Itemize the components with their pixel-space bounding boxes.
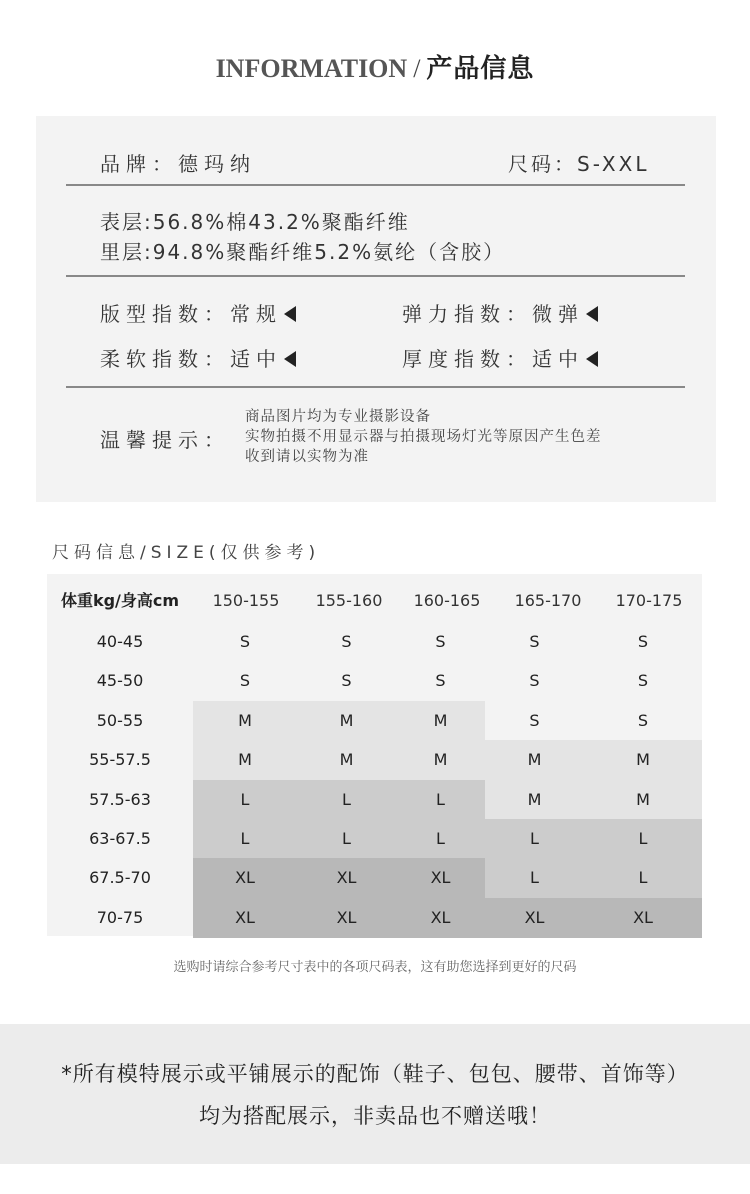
- weight-row-header: 57.5-63: [89, 789, 151, 809]
- size-cell: S: [485, 622, 584, 662]
- size-cell: M: [297, 740, 396, 780]
- title-cn: 产品信息: [426, 54, 535, 84]
- size-cell: L: [297, 819, 396, 859]
- size-cell: M: [297, 701, 396, 741]
- accessory-notice-panel: [0, 1024, 750, 1164]
- accessory-notice-line: *所有模特展示或平铺展示的配饰（鞋子、包包、腰带、首饰等）: [61, 1062, 689, 1086]
- size-cell: L: [396, 780, 485, 820]
- page-title: [0, 48, 750, 85]
- size-cell: XL: [584, 898, 702, 938]
- size-cell: S: [485, 661, 584, 701]
- size-cell: M: [584, 780, 702, 820]
- size-cell: M: [485, 780, 584, 820]
- pointer-left-icon: [284, 306, 296, 322]
- size-cell: XL: [297, 898, 396, 938]
- size-cell: S: [584, 622, 702, 662]
- pointer-left-icon: [586, 351, 598, 367]
- tip-line: 实物拍摄不用显示器与拍摄现场灯光等原因产生色差: [245, 429, 602, 445]
- size-cell: M: [396, 740, 485, 780]
- size-cell: XL: [193, 858, 297, 898]
- size-cell: L: [193, 819, 297, 859]
- size-cell: S: [396, 661, 485, 701]
- height-column-header: 155-160: [315, 591, 383, 610]
- elasticity-index: [402, 298, 598, 327]
- fit-index: [100, 298, 296, 327]
- size-cell: XL: [396, 898, 485, 938]
- size-cell: L: [584, 819, 702, 859]
- height-column-header: 170-175: [615, 591, 683, 610]
- size-cell: S: [584, 701, 702, 741]
- height-column-header: 165-170: [514, 591, 582, 610]
- weight-row-header: 50-55: [96, 710, 144, 730]
- title-en: INFORMATION: [215, 54, 408, 83]
- size-chart-table: [47, 574, 702, 936]
- size-cell: L: [584, 858, 702, 898]
- tip-label: 温馨提示：: [100, 428, 230, 452]
- softness-index: [100, 343, 296, 372]
- title-separator: /: [413, 54, 421, 83]
- thickness-index-label: 厚度指数：适中: [402, 347, 584, 371]
- weight-row-header: 40-45: [96, 632, 144, 651]
- size-cell: M: [193, 740, 297, 780]
- size-cell: S: [193, 622, 297, 662]
- size-cell: S: [396, 622, 485, 662]
- size-cell: M: [193, 701, 297, 741]
- size-cell: L: [193, 780, 297, 820]
- size-cell: M: [584, 740, 702, 780]
- inner-layer-text: 里层:94.8%聚酯纤维5.2%氨纶（含胶）: [100, 240, 506, 264]
- size-table-corner-header: 体重kg/身高cm: [60, 591, 180, 610]
- height-column-header: 160-165: [413, 591, 481, 610]
- size-cell: L: [297, 780, 396, 820]
- weight-row-header: 63-67.5: [89, 829, 151, 848]
- accessory-notice-line: 均为搭配展示，非卖品也不赠送哦！: [199, 1104, 551, 1128]
- size-cell: M: [396, 701, 485, 741]
- softness-index-label: 柔软指数：适中: [100, 347, 282, 371]
- weight-row-header: 67.5-70: [89, 868, 151, 888]
- tip-line: 收到请以实物为准: [245, 449, 369, 465]
- size-cell: S: [584, 661, 702, 701]
- outer-layer-text: 表层:56.8%棉43.2%聚酯纤维: [100, 210, 410, 234]
- brand-text: 品牌：德玛纳: [100, 152, 256, 176]
- weight-row-header: 70-75: [96, 907, 144, 927]
- size-note: 选购时请综合参考尺寸表中的各项尺码表，这有助您选择到更好的尺码: [173, 960, 577, 975]
- divider-2: [66, 275, 685, 277]
- divider-1: [66, 184, 685, 186]
- size-cell: XL: [193, 898, 297, 938]
- weight-row-header: 55-57.5: [89, 750, 151, 770]
- size-cell: XL: [396, 858, 485, 898]
- size-cell: S: [297, 661, 396, 701]
- tip-line: 商品图片均为专业摄影设备: [245, 409, 431, 425]
- fit-index-label: 版型指数：常规: [100, 302, 282, 326]
- size-range-text: 尺码：S-XXL: [508, 152, 650, 176]
- height-column-header: 150-155: [212, 591, 280, 610]
- weight-row-header: 45-50: [96, 671, 144, 691]
- size-cell: M: [485, 740, 584, 780]
- pointer-left-icon: [586, 306, 598, 322]
- size-cell: L: [396, 819, 485, 859]
- size-chart-heading: 尺码信息/SIZE(仅供参考): [52, 543, 321, 563]
- size-cell: L: [485, 858, 584, 898]
- size-cell: S: [485, 701, 584, 741]
- size-cell: XL: [297, 858, 396, 898]
- pointer-left-icon: [284, 351, 296, 367]
- size-cell: S: [193, 661, 297, 701]
- size-cell: S: [297, 622, 396, 662]
- size-cell: L: [485, 819, 584, 859]
- tip-text: [245, 407, 602, 467]
- thickness-index: [402, 343, 598, 372]
- divider-3: [66, 386, 685, 388]
- elasticity-index-label: 弹力指数：微弹: [402, 302, 584, 326]
- size-cell: XL: [485, 898, 584, 938]
